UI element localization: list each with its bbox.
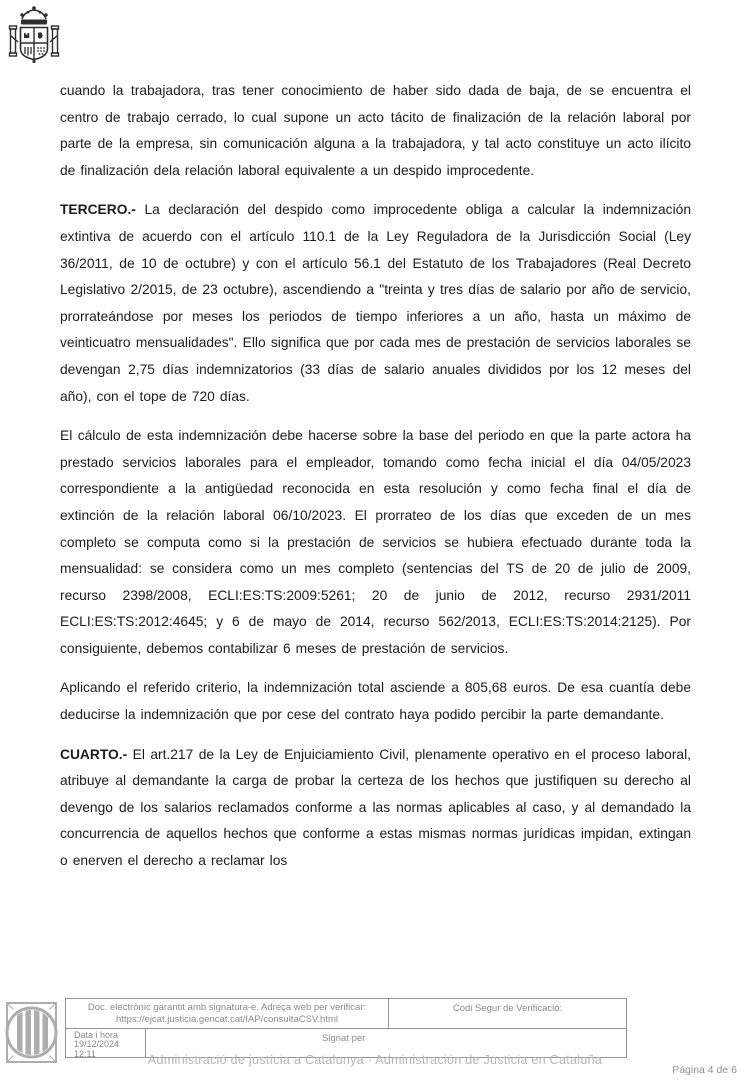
paragraph-aplicando	[60, 675, 691, 728]
spain-coat-of-arms-icon	[8, 4, 60, 66]
paragraph-cuarto	[60, 742, 691, 875]
paragraph-lead: TERCERO.-	[60, 202, 136, 218]
paragraph-lead: CUARTO.-	[60, 746, 128, 762]
verification-url: https://ejcat.justicia.gencat.cat/IAP/consultaCSV.html	[116, 1013, 338, 1025]
paragraph-text: Aplicando el referido criterio, la indemnización total asciende a 805,68 euros. De esa cuantía debe deducirse la indemnización que por cese del contrato haya podido percibir la parte demandante.	[60, 680, 691, 723]
date-value: 19/12/2024	[74, 1039, 120, 1050]
document-body	[60, 78, 691, 888]
page-number: Pàgina 4 de 6	[672, 1064, 737, 1076]
paragraph-calculo	[60, 423, 691, 662]
verification-note: Doc. electrònic garantit amb signatura-e. Adreça web per verificar:	[87, 1002, 367, 1013]
verification-cell	[66, 999, 389, 1028]
time-value: 12:11	[74, 1048, 96, 1059]
paragraph-intro	[60, 78, 691, 184]
signature-table-row-1	[66, 999, 626, 1029]
signed-by-label: Signat per	[322, 1033, 366, 1044]
csv-label-cell: Codi Segur de Verificació:	[452, 1003, 563, 1014]
paragraph-text: El art.217 de la Ley de Enjuiciamiento Civil, plenamente operativo en el proceso laboral, atribuye al demandante la carga de probar la certeza de los hechos que justifiquen su derecho al devengo de los salarios reclamados conforme a las normas aplicables al caso, y al demandado la concurrencia de aquellos hechos que conforme a estas mismas normas jurídicas impidan, extingan o enerven el derecho a reclamar los	[60, 746, 691, 869]
paragraph-tercero	[60, 197, 691, 410]
paragraph-text: cuando la trabajadora, tras tener conocimiento de haber sido dada de baja, de se encuentra el centro de trabajo cerrado, lo cual supone un acto tácito de finalización de la relación laboral por parte de la empresa, sin comunicación alguna a la trabajadora, y tal acto constituye un acto ilícito de finalización dela relación laboral equivalente a un despido improcedente.	[60, 83, 691, 178]
paragraph-text: El cálculo de esta indemnización debe hacerse sobre la base del periodo en que la parte actora ha prestado servicios laborales para el empleador, tomando como fecha inicial el día 04/05/2023 correspondiente a la antigüedad reconocida en esta resolución y como fecha final el día de extinción de la relación laboral 06/10/2023. El prorrateo de los días que exceden de un mes completo se computa como si la prestación de servicios se hubiera efectuado durante toda la mensualidad: se considera como un mes completo (sentencias del TS de 20 de julio de 2009, recurso 2398/2008, ECLI:ES:TS:2009:5261; 20 de junio de 2012, recurso 2931/2011 ECLI:ES:TS:2012:4645; y 6 de mayo de 2014, recurso 562/2013, ECLI:ES:TS:2014:2125). Por consiguiente, debemos contabilizar 6 meses de prestación de servicios.	[60, 428, 691, 656]
administration-footer-line: Administració de justícia a Catalunya · Administración de Justicia en Cataluña	[147, 1053, 603, 1067]
signature-table	[65, 998, 627, 1058]
paragraph-text: La declaración del despido como improcedente obliga a calcular la indemnización extintiva de acuerdo con el artículo 110.1 de la Ley Reguladora de la Jurisdicción Social (Ley 36/2011, de 10 de octubre) y con el artículo 56.1 del Estatuto de los Trabajadores (Real Decreto Legislativo 2/2015, de 23 octubre), ascendiendo a "treinta y tres días de salario por año de servicio, prorrateándose por meses los periodos de tiempo inferiores a un año, hasta un máximo de veinticuatro mensualidades". Ello significa que por cada mes de prestación de servicios laborales se devengan 2,75 días indemnizatorios (33 días de salario anuales divididos por los 12 meses del año), con el tope de 720 días.	[60, 202, 691, 404]
datetime-label: Data i hora	[74, 1030, 119, 1040]
